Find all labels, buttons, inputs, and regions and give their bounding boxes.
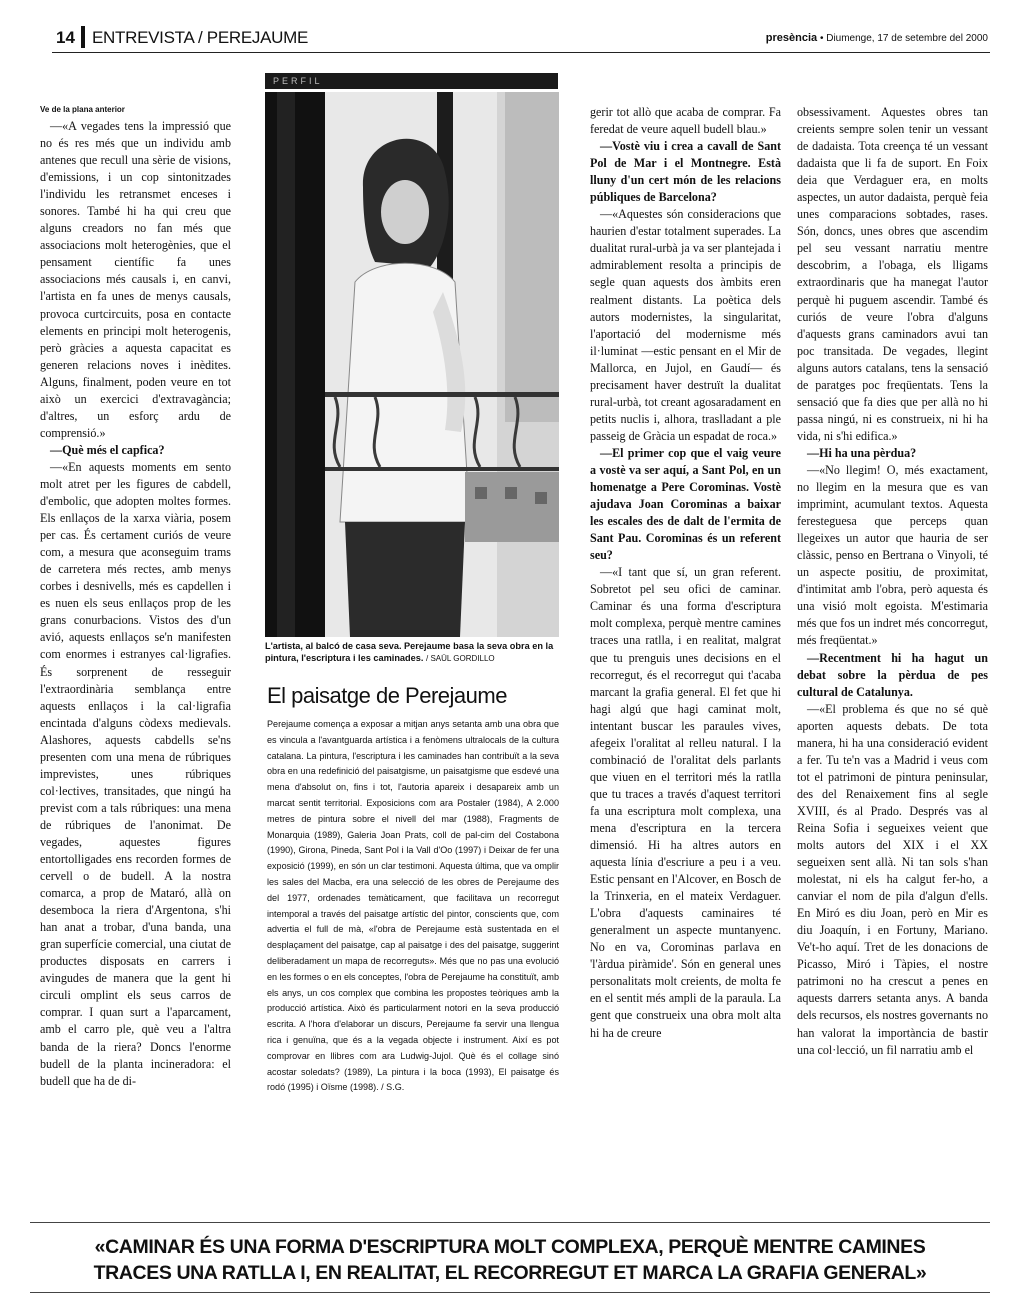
profile-label: PERFIL: [265, 73, 558, 89]
page-header: [52, 22, 990, 53]
paragraph: —«No llegim! O, més exactament, no llegim en la mesura que es van imprimint, acumulant textos. Aquesta feresteguesa que perceps quan llegeixes un autor que hauria de ser clàssic, penso en Bertrana o Vinyoli, té un aspecte positiu, de proximitat, d'intimitat amb l'obra, però aquesta és una visió molt egoista. M'estimaria més que fos un indret més concorregut, més freqüentat.»: [797, 462, 988, 648]
publication-name: presència: [765, 32, 818, 44]
article-column-3: [590, 104, 781, 1202]
portrait-photo: [265, 92, 559, 637]
pull-quote-rule-top: [30, 1222, 990, 1223]
article-column-1: [40, 104, 231, 1202]
article-column-4: [797, 104, 988, 1202]
box-text: [267, 717, 559, 1197]
question: —Recentment hi ha hagut un debat sobre la pèrdua de pes cultural de Catalunya.: [797, 650, 988, 699]
photo-caption: [265, 640, 560, 665]
photo-credit: / SAÜL GORDILLO: [426, 654, 495, 663]
question: —Què més el capfica?: [50, 442, 165, 457]
question: —Vostè viu i crea a cavall de Sant Pol de Mar i el Montnegre. Està lluny d'un cert món de les relacions públiques de Barcelona?: [590, 139, 781, 205]
caption-text: L'artista, al balcó de casa seva. Perejaume basa la seva obra en la pintura, l'escriptura i les caminades.: [265, 641, 554, 663]
box-title: El paisatge de Perejaume: [267, 683, 507, 708]
pull-quote: [30, 1234, 990, 1286]
pull-quote-line-1: «CAMINAR ÉS UNA FORMA D'ESCRIPTURA MOLT COMPLEXA, PERQUÈ MENTRE CAMINES: [94, 1236, 926, 1258]
page-number: 14: [56, 28, 75, 47]
section-title: ENTREVISTA / PEREJAUME: [92, 28, 309, 47]
paragraph: gerir tot allò que acaba de comprar. Fa feredat de veure aquell budell blau.»: [590, 105, 781, 137]
continued-kicker: Ve de la plana anterior: [40, 105, 125, 114]
paragraph: —«El problema és que no sé què aporten aquests debats. De tota manera, hi ha una consideració evident a fer. Tu te'n vas a Madrid i veus com tot el patrimoni de pintura peninsular, des del Renaixement fins al segle XVIII, és al Prado. Després vas al Reina Sofia i segueixes veient que molts autors del XIX i el XX segueixen sent allà. Ni tan sols s'han molestat, ni els ha calgut fer-ho, a canviar el nom de pila d'algun d'ells. En Miró es diu Joan, però en Mir es diu Joaquín, i en Fortuny, Mariano. Ve't-ho aquí. Tret de les donacions de Picasso, Miró i Tàpies, el nostre patrimoni no ha crescut a penes en aquests darrers setanta anys. A banda dels recursos, els nostres governants no han valorat la importància de bastir una col·lecció, un fil narratiu amb el: [797, 701, 988, 1057]
paragraph: —«En aquests moments em sento molt atret per les figures de cabdell, d'embolic, que adopten moltes formes. Els enllaços de la xarxa viària, posem per cas. És certament curiós de veure com, a mesura que aconseguim trams de carretera més rectes, amb menys corbes i desnivells, més es capdellen i es nuen els seus enllaços prop de les grans conurbacions. Vistos des d'un avió, aquests enllaços se'n manifesten com enormes i estranyes cal·ligrafies. És sorprenent de resseguir l'extraordinària semblança entre aquests enllaços i la cal·ligrafia encintada d'alguns còdexs medievals. Alashores, aquests cabdells se'ns presenten com una mena de rúbriques imprevistes, unes rúbriques col·lectives, transitades, que ningú ha previst com a tals rúbriques: una mena de rúbriques de l'anonimat. De vegades, aquestes figures entortolligades ens recorden formes de cervell o de budell. A la nostra comarca, a prop de Mataró, allà on desemboca la riera d'Argentona, s'hi han anat a trobar, d'una banda, una gran superfície comercial, una ciutat de productes disposats en carrers i avingudes de manera que la gent hi circuli omplint els seus carros de comprar. I quan surt a l'aparcament, amb el carro ple, què veu a l'altra banda de la riera? Doncs l'enorme budell de la planta incineradora: el budell que ha de di-: [40, 459, 231, 1088]
pull-quote-rule-bottom: [30, 1292, 990, 1293]
question: —El primer cop que el vaig veure a vostè va ser aquí, a Sant Pol, en un homenatge a Pere Corominas. Vostè ajudava Joan Corominas a baixar les escales des de dalt de l'ermita de Sant Pau. Corominas és un referent seu?: [590, 445, 781, 563]
portrait-photo-illustration: [265, 92, 559, 637]
paragraph: obsessivament. Aquestes obres tan creients sempre solen tenir un vessant de dadaista. Tota creença té un vessant dadaista que li fa de suport. En Foix deia que Verdaguer era, en molts aspectes, un autor dadaista, perquè feia unes comparacions sobtades, rases. Són, doncs, unes obres que ascendim pel seu vessant narratiu mentre descobrim, a l'obaga, els lligams extraordinaris que ha manegat l'autor perquè hi puguem ascendir. També és curiós de veure l'obra d'alguns d'aquests grans caminadors avui tan poc transitada. De vegades, llegint alguns autors catalans, tens la sensació de paratges poc freqüentats. Tens la sensació que fa dies que per allà no hi passa ningú, ni es construeix, ni hi ha vida, ni s'hi edifica.»: [797, 105, 988, 443]
header-divider: [81, 26, 85, 48]
question: —Hi ha una pèrdua?: [807, 445, 917, 460]
pull-quote-line-2: TRACES UNA RATLLA I, EN REALITAT, EL RECORREGUT ET MARCA LA GRAFIA GENERAL»: [93, 1262, 927, 1284]
paragraph: —«Aquestes són consideracions que haurien d'estar totalment superades. La dualitat rural-urbà ja va ser plantejada i admirablement resolta a principis de segle quan aquests dos àmbits eren realment distants. La poètica dels autors modernistes, la singularitat, l'aportació del modernisme més il·luminat —estic pensant en el Mir de Mallorca, en Jujol, en Gaudí— és precisament haver destruït la dualitat rural-urbà, tot creant agosaradament en petits nuclis i, alhora, traslladant a ple passeig de Gràcia un espadat de roca.»: [590, 207, 781, 443]
publication-date: • Diumenge, 17 de setembre del 2000: [819, 33, 988, 44]
paragraph: —«A vegades tens la impressió que no és res més que un individu amb antenes que recull una sèrie de visions, d'emissions, i un cop sintonitzades l'individu les retransmet enceses i sonores. També hi ha qui creu que alguns creadors no fan més que associacions molt heterogènies, que el pensament científic fa unes associacions més causals i, en canvi, l'artista en fa unes de menys causals, provoca curtcircuits, posa en contacte elements en principi molt heterogenis, però gràcies a aquesta capacitat es generen relacions noves i inèdites. Alguns, finalment, poden veure en tot això un exercici d'extravagància; d'altres, un esforç ardu de comprensió.»: [40, 119, 231, 440]
paragraph: —«I tant que sí, un gran referent. Sobretot pel seu ofici de caminar. Caminar és una forma d'escriptura molt complexa, perquè mentre camines traces una ratlla, i en realitat, malgrat que tu prenguis unes decisions en el recorregut, és el recorregut qui t'acaba marcant la grafia general. El fet que hi hagi algú que hagi caminat molt, intentant buscar les paraules vives, afegeix l'oralitat al relleu natural. I la combinació de l'oralitat dels parlants que viuen en el territori més la ratlla que tu traces a través d'aquest territori fa una escriptura molt complexa, una mena d'escriptura en la tercera dimensió. Hi ha altres autors en aquesta línia d'escriure a peu i a veu. Estic pensant en l'Alcover, en Bosch de la Trinxeria, en el mateix Verdaguer. L'obra d'aquests caminaires té generalment un aspecte muntanyenc. No en va, Corominas parlava en 'l'àrdua piràmide'. Són en general unes personalitats molt creients, de molta fe en el sentit més ampli de la paraula. La gent que construeix una obra molt alta hi ha de creure: [590, 565, 781, 1040]
box-paragraph: Perejaume comença a exposar a mitjan anys setanta amb una obra que es vincula a l'avantguarda artística i a fenòmens ultralocals de la cultura catalana. La pintura, l'escriptura i les caminades han contribuït a la seva obra en una redefinició del paisatgisme, un paisatgisme que esdevé una mena d'absolut on, fins i tot, l'autoria apareix i desapareix amb un marcat sentit territorial. Exposicions com ara Postaler (1984), A 2.000 metres de pintura sobre el nivell del mar (1988), Fragments de Monarquia (1989), Galeria Joan Prats, coll de pal-cim del Costabona (1990), Girona, Pineda, Sant Pol i la Vall d'Oo (1997) i Deixar de fer una exposició (1999), en són un clar testimoni. Aquesta última, que va omplir les sales del Macba, era una selecció de les obres de Perejaume des del 1977, ordenades temàticament, que facilitava un recorregut intemporal a través del paisatge artístic del pintor, conscients que, com advertia el full de mà, «l'obra de Perejaume està sustentada en el desplaçament del paisatge, cap al paisatge i des del paisatge, suggerint deliberadament un mapa de recorreguts». Més que no pas una evolució en les formes o en els conceptes, l'obra de Perejaume ha constituït, amb els anys, un cos complex que combina les propostes teòriques amb la producció artística. Això és particularment notori en la seva producció escrita. A l'hora d'elaborar un discurs, Perejaume fa servir una llengua rica i genuïna, que és a la vegada objecte i instrument. Així es pot comprovar en llibres com ara Ludwig-Jujol. Què és el collage sinó acostar soledats? (1989), La pintura i la boca (1993), El paisatge és rodó (1995) i Oïsme (1998). / S.G.: [267, 719, 559, 1093]
publication-info: [766, 32, 988, 44]
